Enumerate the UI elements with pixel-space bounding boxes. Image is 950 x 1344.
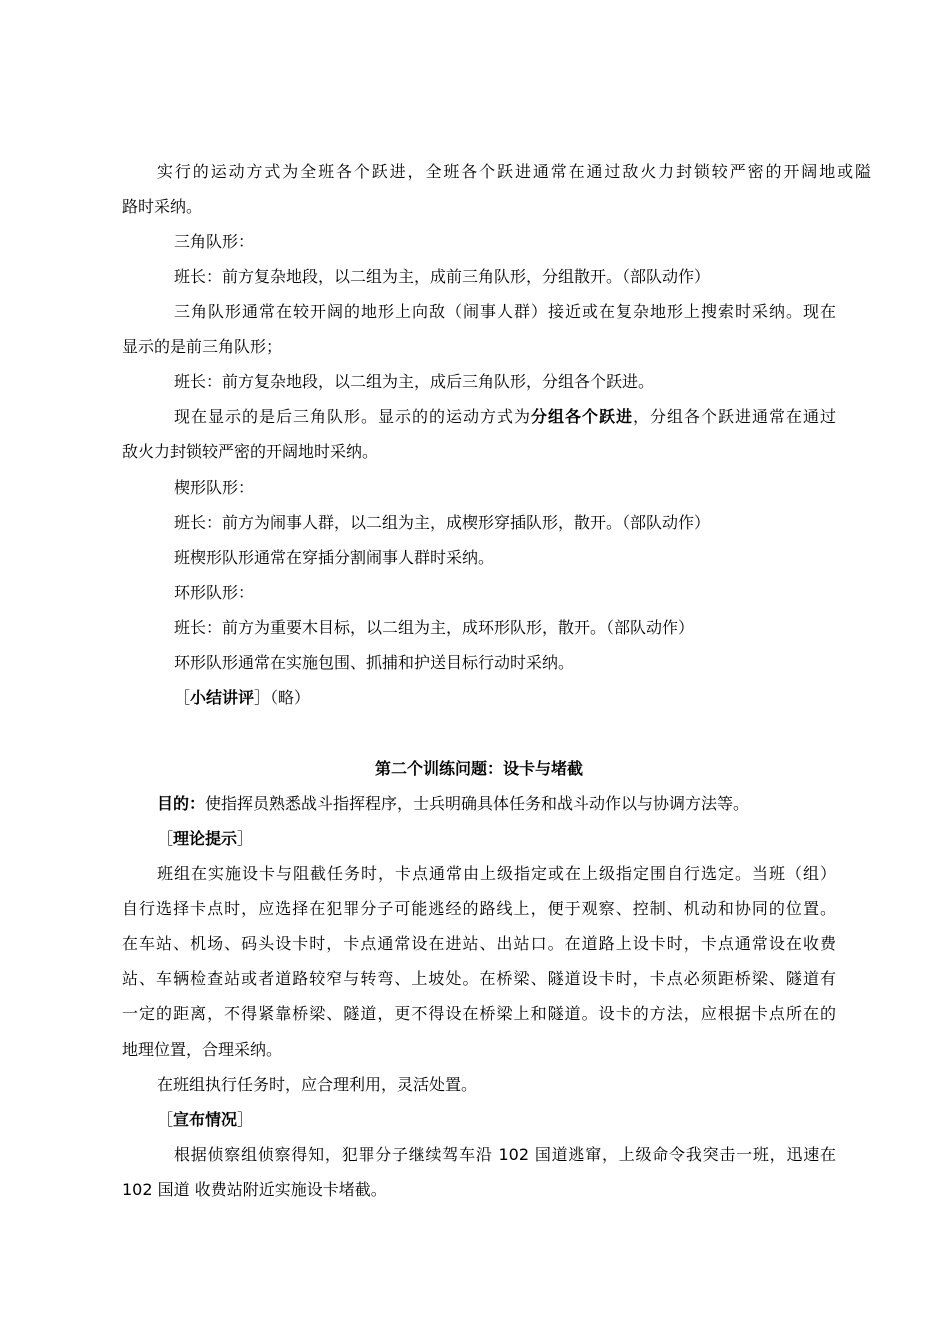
command-line: 班长：前方复杂地段，以二组为主，成后三角队形，分组各个跃进。 [174, 372, 655, 391]
paragraph-line: 显示的是前三角队形； [122, 337, 283, 356]
triangle-formation-heading: 三角队形： [174, 232, 255, 251]
paragraph-line: 在车站、机场、码头设卡时，卡点通常设在进站、出站口。在道路上设卡时，卡点通常设在收费 [122, 934, 836, 953]
paragraph-line: 自行选择卡点时，应选择在犯罪分子可能逃经的路线上，便于观察、控制、机动和协同的位置。 [122, 899, 836, 918]
purpose-line [157, 794, 749, 814]
paragraph-line: 在班组执行任务时，应合理利用，灵活处置。 [157, 1075, 478, 1094]
text-run: 现在显示的是后三角队形。显示的的运动方式为 [174, 407, 531, 426]
paragraph-line: 班组在实施设卡与阻截任务时，卡点通常由上级指定或在上级指定围自行选定。当班（组） [157, 864, 836, 883]
paragraph-line: 实行的运动方式为全班各个跃进，全班各个跃进通常在通过敌火力封锁较严密的开阔地或隘 [157, 162, 871, 181]
paragraph-line: 环形队形通常在实施包围、抓捕和护送目标行动时采纳。 [174, 653, 575, 672]
paragraph-line: 路时采纳。 [122, 197, 203, 216]
summary-label: 小结讲评 [190, 688, 255, 707]
announce-heading [157, 1110, 253, 1130]
paragraph-line: 站、车辆检查站或者道路较窄与转弯、上坡处。在桥梁、隧道设卡时，卡点必须距桥梁、隧道有 [122, 969, 836, 988]
ring-formation-heading: 环形队形： [174, 583, 255, 602]
theory-heading [157, 829, 253, 849]
paragraph-line: 一定的距离，不得紧靠桥梁、隧道，更不得设在桥梁上和隧道。设卡的方法，应根据卡点所在的 [122, 1004, 836, 1023]
emphasis-text: 分组各个跃进 [530, 407, 633, 426]
summary-heading [174, 688, 310, 708]
paragraph-line: 102 国道 收费站附近实施设卡堵截。 [122, 1180, 387, 1199]
theory-label: 理论提示 [173, 829, 238, 848]
paragraph-line: 地理位置，合理采纳。 [122, 1040, 283, 1059]
bracket-close: ］ [237, 829, 254, 848]
bracket-open: ［ [157, 829, 174, 848]
paragraph-line: 三角队形通常在较开阔的地形上向敌（闹事人群）接近或在复杂地形上搜索时采纳。现在 [174, 302, 836, 321]
bracket-close: ］ [237, 1110, 254, 1129]
paragraph-line: 敌火力封锁较严密的开阔地时采纳。 [122, 442, 379, 461]
bracket-open: ［ [174, 688, 191, 707]
bracket-open: ［ [157, 1110, 174, 1129]
paragraph-line: 班楔形队形通常在穿插分割闹事人群时采纳。 [174, 548, 495, 567]
command-line: 班长：前方为闹事人群，以二组为主，成楔形穿插队形，散开。（部队动作） [174, 513, 711, 532]
text-run: ，分组各个跃进通常在通过 [632, 407, 836, 426]
purpose-label: 目的： [157, 794, 206, 813]
command-line: 班长：前方为重要木目标，以二组为主，成环形队形，散开。（部队动作） [174, 618, 695, 637]
paragraph-line [174, 407, 836, 427]
section-title: 第二个训练问题：设卡与堵截 [374, 759, 583, 778]
purpose-text: 使指挥员熟悉战斗指挥程序，士兵明确具体任务和战斗动作以与协调方法等。 [205, 794, 750, 813]
summary-note: ］（略） [254, 688, 311, 707]
paragraph-line: 根据侦察组侦察得知，犯罪分子继续驾车沿 102 国道逃窜，上级命令我突击一班，迅速在 [174, 1145, 836, 1164]
announce-label: 宣布情况 [173, 1110, 238, 1129]
wedge-formation-heading: 楔形队形： [174, 478, 255, 497]
command-line: 班长：前方复杂地段，以二组为主，成前三角队形，分组散开。（部队动作） [174, 267, 711, 286]
